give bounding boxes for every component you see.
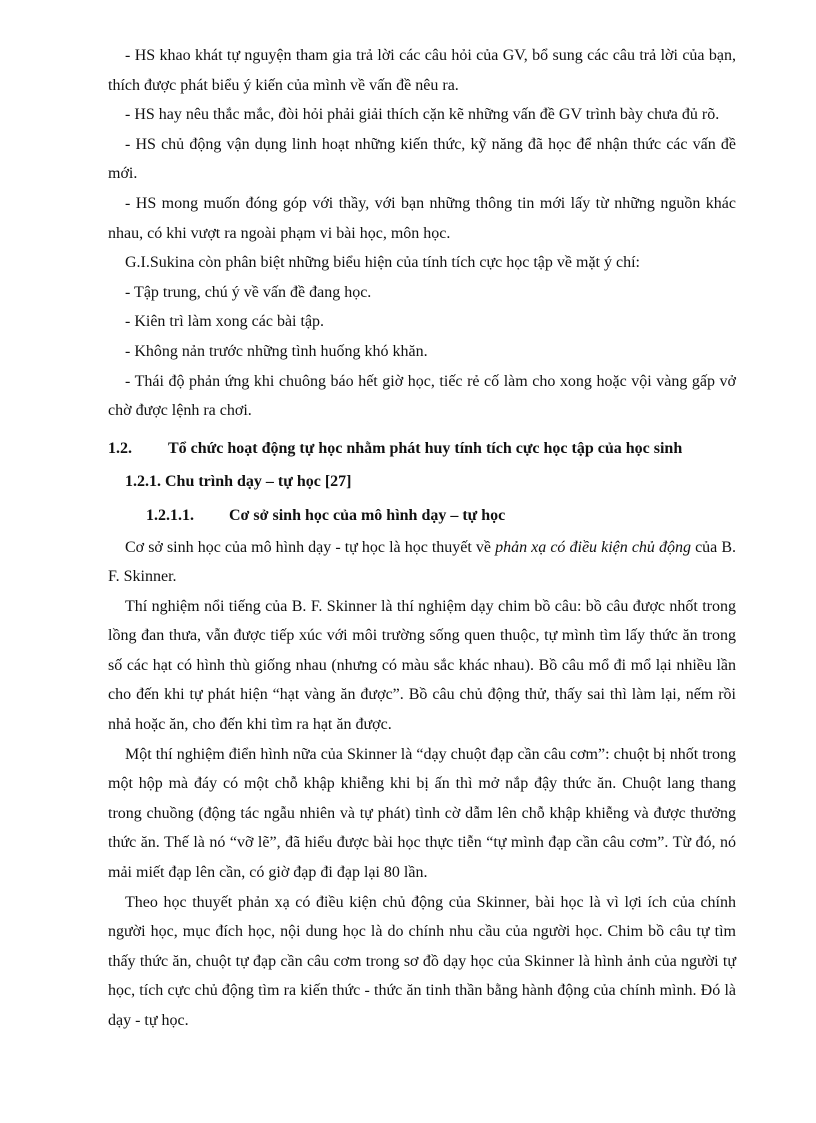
list-item: - Kiên trì làm xong các bài tập. — [125, 313, 325, 331]
paragraph: - HS mong muốn đóng góp với thầy, với bạn những thông tin mới lấy từ những nguồn khác nhau, có khi vượt ra ngoài phạm vi bài học, môn học. — [108, 194, 736, 242]
section-title: Cơ sở sinh học của mô hình dạy – tự học — [229, 506, 506, 524]
paragraph: - HS chủ động vận dụng linh hoạt những kiến thức, kỹ năng đã học để nhận thức các vấn đề mới. — [108, 135, 736, 183]
section-heading-1-2 — [108, 434, 736, 464]
section-number: 1.2. — [108, 439, 132, 457]
paragraph-basis: Cơ sở sinh học của mô hình dạy - tự học là học thuyết về phản xạ có điều kiện chủ động của B. F. Skinner. — [108, 538, 737, 586]
italic-term: phản xạ có điều kiện chủ động — [495, 538, 691, 556]
list-item: - Thái độ phản ứng khi chuông báo hết giờ học, tiếc rẻ cố làm cho xong hoặc vội vàng gấp vở chờ được lệnh ra chơi. — [108, 372, 736, 420]
section-number: 1.2.1.1. — [146, 506, 194, 524]
paragraph: Theo học thuyết phản xạ có điều kiện chủ động của Skinner, bài học là vì lợi ích của chính người học, mục đích học, nội dung học là do chính nhu cầu của người học. Chim bồ câu tự tìm thấy thức ăn, chuột tự đạp cần câu cơm trong sơ đồ dạy học của Skinner là hình ảnh của người tự học, tích cực chủ động tìm ra kiến thức - thức ăn tinh thần bằng hành động của chính mình. Đó là dạy - tự học. — [108, 893, 736, 1029]
paragraph: - HS hay nêu thắc mắc, đòi hỏi phải giải thích cặn kẽ những vấn đề GV trình bày chưa đủ rõ. — [125, 106, 720, 124]
document-page — [108, 41, 736, 1036]
paragraph: - HS khao khát tự nguyện tham gia trả lời các câu hỏi của GV, bổ sung các câu trả lời của bạn, thích được phát biểu ý kiến của mình về vấn đề nêu ra. — [108, 47, 736, 94]
subsection-heading-1-2-1: 1.2.1. Chu trình dạy – tự học [27] — [125, 473, 352, 491]
paragraph: Thí nghiệm nổi tiếng của B. F. Skinner là thí nghiệm dạy chim bồ câu: bồ câu được nhốt trong lồng đan thưa, vẫn được tiếp xúc với môi trường sống quen thuộc, tự mình tìm lấy thức ăn trong số các hạt có hình thù giống nhau (nhưng có màu sắc khác nhau). Bồ câu mổ đi mổ lại nhiều lần cho đến khi tự phát hiện “hạt vàng ăn được”. Bồ câu chủ động thử, thấy sai thì làm lại, nếm rồi nhả hoặc ăn, cho đến khi tìm ra hạt ăn được. — [108, 597, 736, 734]
subsubsection-heading-1-2-1-1 — [108, 501, 736, 531]
list-item: - Không nản trước những tình huống khó khăn. — [125, 342, 428, 360]
section-title: Tổ chức hoạt động tự học nhằm phát huy tính tích cực học tập của học sinh — [168, 439, 683, 457]
list-item: - Tập trung, chú ý về vấn đề đang học. — [125, 283, 372, 301]
paragraph: Một thí nghiệm điển hình nữa của Skinner là “dạy chuột đạp cần câu cơm”: chuột bị nhốt trong một hộp mà đáy có một chỗ khập khiễng khi bị ấn thì mở nắp đậy thức ăn. Chuột lang thang trong chuồng (động tác ngẫu nhiên và tự phát) tình cờ dẫm lên chỗ khập khiễng và được thưởng thức ăn. Thế là nó “vỡ lẽ”, đã hiểu được bài học thực tiễn “tự mình đạp cần câu cơm”. Từ đó, nó mải miết đạp lên cần, có giờ đạp đi đạp lại 80 lần. — [108, 745, 736, 882]
paragraph: G.I.Sukina còn phân biệt những biểu hiện của tính tích cực học tập về mặt ý chí: — [125, 254, 640, 272]
